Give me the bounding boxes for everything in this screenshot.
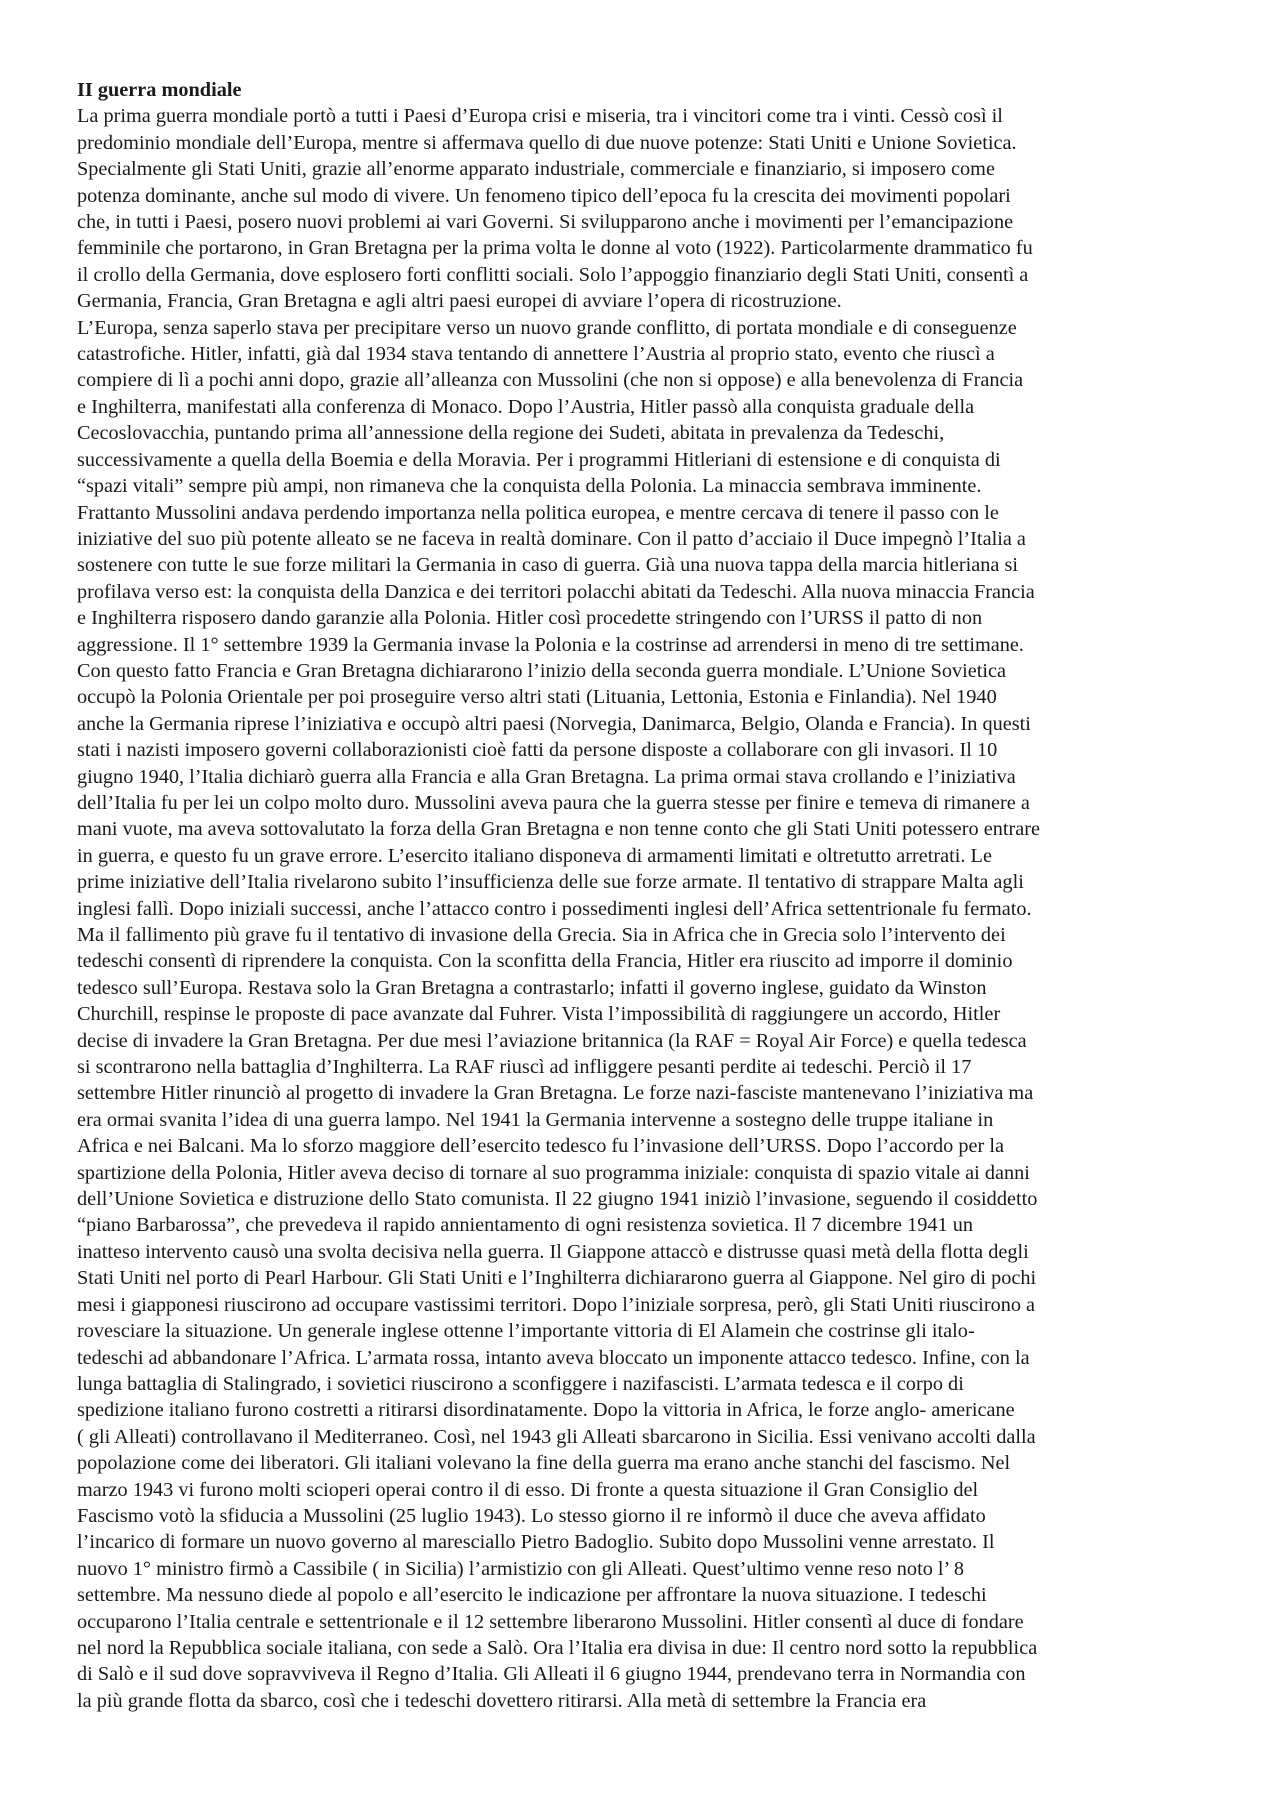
- text-line: settembre Hitler rinunciò al progetto di invadere la Gran Bretagna. Le forze nazi-fasciste mantenevano l’iniziativa ma: [77, 1082, 1034, 1105]
- text-line: in guerra, e questo fu un grave errore. L’esercito italiano disponeva di armamenti limitati e oltretutto arretrati. Le: [77, 844, 992, 867]
- text-line: Ma il fallimento più grave fu il tentativo di invasione della Grecia. Sia in Africa che in Grecia solo l’intervento dei: [77, 924, 1006, 946]
- text-line: spartizione della Polonia, Hitler aveva deciso di tornare al suo programma iniziale: conquista di spazio vitale ai danni: [77, 1161, 1030, 1184]
- text-line: rovesciare la situazione. Un generale inglese ottenne l’importante vittoria di El Alamein che costrinse gli italo-: [77, 1320, 975, 1343]
- text-line: dell’Unione Sovietica e distruzione dello Stato comunista. Il 22 giugno 1941 iniziò l’invasione, seguendo il cosiddetto: [77, 1188, 1038, 1211]
- text-line: potenza dominante, anche sul modo di vivere. Un fenomeno tipico dell’epoca fu la crescita dei movimenti popolari: [77, 184, 1011, 207]
- text-line: Fascismo votò la sfiducia a Mussolini (25 luglio 1943). Lo stesso giorno il re informò il duce che aveva affidato: [77, 1504, 986, 1527]
- text-line: predominio mondiale dell’Europa, mentre si affermava quello di due nuove potenze: Stati Uniti e Unione Sovietica.: [77, 131, 1017, 154]
- text-line: nuovo 1° ministro firmò a Cassibile ( in Sicilia) l’armistizio con gli Alleati. Quest’ultimo venne reso noto l’ 8: [77, 1557, 965, 1580]
- text-line: lunga battaglia di Stalingrado, i sovietici riuscirono a sconfiggere i nazifascisti. L’armata tedesca e il corpo di: [77, 1372, 964, 1395]
- text-line: e Inghilterra, manifestati alla conferenza di Monaco. Dopo l’Austria, Hitler passò alla conquista graduale della: [77, 395, 975, 418]
- text-line: tedesco sull’Europa. Restava solo la Gran Bretagna a contrastarlo; infatti il governo inglese, guidato da Winston: [77, 976, 987, 999]
- text-line: giugno 1940, l’Italia dichiarò guerra alla Francia e alla Gran Bretagna. La prima ormai stava crollando e l’iniziativa: [77, 765, 1016, 788]
- text-line: marzo 1943 vi furono molti scioperi operai contro il di esso. Di fronte a questa situazione il Gran Consiglio del: [77, 1478, 979, 1501]
- text-line: Cecoslovacchia, puntando prima all’annessione della regione dei Sudeti, abitata in prevalenza da Tedeschi,: [77, 422, 945, 445]
- text-line: Frattanto Mussolini andava perdendo importanza nella politica europea, e mentre cercava di tenere il passo con le: [77, 501, 999, 524]
- text-line: prime iniziative dell’Italia rivelarono subito l’insufficienza delle sue forze armate. Il tentativo di strappare Malta agli: [77, 871, 1024, 894]
- text-line: Specialmente gli Stati Uniti, grazie all’enorme apparato industriale, commerciale e finanziario, si imposero come: [77, 158, 995, 181]
- text-line: spedizione italiano furono costretti a ritirarsi disordinatamente. Dopo la vittoria in Africa, le forze anglo- americane: [77, 1399, 1015, 1422]
- text-line: “spazi vitali” sempre più ampi, non rimaneva che la conquista della Polonia. La minaccia sembrava imminente.: [77, 475, 982, 498]
- document-text: [77, 103, 1207, 1714]
- text-line: l’incarico di formare un nuovo governo al maresciallo Pietro Badoglio. Subito dopo Mussolini venne arrestato. Il: [77, 1531, 995, 1554]
- text-line: “piano Barbarossa”, che prevedeva il rapido annientamento di ogni resistenza sovietica. Il 7 dicembre 1941 un: [77, 1214, 973, 1237]
- text-line: decise di invadere la Gran Bretagna. Per due mesi l’aviazione britannica (la RAF = Royal Air Force) e quella tedesca: [77, 1029, 1027, 1052]
- text-line: L’Europa, senza saperlo stava per precipitare verso un nuovo grande conflitto, di portata mondiale e di conseguenze: [77, 316, 1017, 339]
- document-body: [77, 77, 1207, 1714]
- text-line: e Inghilterra risposero dando garanzie alla Polonia. Hitler così procedette stringendo con l’URSS il patto di non: [77, 607, 983, 630]
- text-line: iniziative del suo più potente alleato se ne faceva in realtà dominare. Con il patto d’acciaio il Duce impegnò l’Italia a: [77, 527, 1026, 550]
- text-line: successivamente a quella della Boemia e della Moravia. Per i programmi Hitleriani di estensione e di conquista di: [77, 448, 1001, 471]
- text-line: Germania, Francia, Gran Bretagna e agli altri paesi europei di avviare l’opera di ricostruzione.: [77, 290, 842, 313]
- text-line: che, in tutti i Paesi, posero nuovi problemi ai vari Governi. Si svilupparono anche i movimenti per l’emancipazione: [77, 211, 1014, 234]
- text-line: occupò la Polonia Orientale per poi proseguire verso altri stati (Lituania, Lettonia, Estonia e Finlandia). Nel 1940: [77, 686, 997, 709]
- text-line: di Salò e il sud dove sopravviveva il Regno d’Italia. Gli Alleati il 6 giugno 1944, prendevano terra in Normandia con: [77, 1663, 1026, 1686]
- text-line: Churchill, respinse le proposte di pace avanzate dal Fuhrer. Vista l’impossibilità di raggiungere un accordo, Hitler: [77, 1003, 1001, 1026]
- text-line: sostenere con tutte le sue forze militari la Germania in caso di guerra. Già una nuova tappa della marcia hitleriana si: [77, 554, 1019, 577]
- text-line: Con questo fatto Francia e Gran Bretagna dichiararono l’inizio della seconda guerra mondiale. L’Unione Sovietica: [77, 659, 1007, 682]
- text-line: profilava verso est: la conquista della Danzica e dei territori polacchi abitati da Tedeschi. Alla nuova minaccia Francia: [77, 580, 1035, 603]
- text-line: occuparono l’Italia centrale e settentrionale e il 12 settembre liberarono Mussolini. Hitler consentì al duce di fondare: [77, 1610, 1024, 1633]
- text-line: era ormai svanita l’idea di una guerra lampo. Nel 1941 la Germania intervenne a sostegno delle truppe italiane in: [77, 1108, 994, 1131]
- text-line: si scontrarono nella battaglia d’Inghilterra. La RAF riuscì ad infliggere pesanti perdite ai tedeschi. Perciò il 17: [77, 1056, 972, 1079]
- text-line: inatteso intervento causò una svolta decisiva nella guerra. Il Giappone attaccò e distrusse quasi metà della flotta degli: [77, 1240, 1029, 1263]
- text-line: Africa e nei Balcani. Ma lo sforzo maggiore dell’esercito tedesco fu l’invasione dell’URSS. Dopo l’accordo per la: [77, 1135, 1004, 1158]
- text-line: popolazione come dei liberatori. Gli italiani volevano la fine della guerra ma erano anche stanchi del fascismo. Nel: [77, 1452, 1011, 1475]
- text-line: inglesi fallì. Dopo iniziali successi, anche l’attacco contro i possedimenti inglesi dell’Africa settentrionale fu fermato.: [77, 897, 1032, 920]
- text-line: Stati Uniti nel porto di Pearl Harbour. Gli Stati Uniti e l’Inghilterra dichiararono guerra al Giappone. Nel giro di pochi: [77, 1267, 1037, 1290]
- text-line: nel nord la Repubblica sociale italiana, con sede a Salò. Ora l’Italia era divisa in due: Il centro nord sotto la repubblica: [77, 1636, 1038, 1659]
- text-line: la più grande flotta da sbarco, così che i tedeschi dovettero ritirarsi. Alla metà di settembre la Francia era: [77, 1689, 927, 1712]
- text-line: La prima guerra mondiale portò a tutti i Paesi d’Europa crisi e miseria, tra i vincitori come tra i vinti. Cessò così il: [77, 105, 1003, 128]
- text-line: settembre. Ma nessuno diede al popolo e all’esercito le indicazione per affrontare la nuova situazione. I tedeschi: [77, 1584, 987, 1607]
- text-line: mesi i giapponesi riuscirono ad occupare vastissimi territori. Dopo l’iniziale sorpresa, però, gli Stati Uniti riuscirono a: [77, 1293, 1036, 1316]
- text-line: anche la Germania riprese l’iniziativa e occupò altri paesi (Norvegia, Danimarca, Belgio, Olanda e Francia). In questi: [77, 712, 1031, 735]
- text-line: dell’Italia fu per lei un colpo molto duro. Mussolini aveva paura che la guerra stesse per finire e temeva di rimanere a: [77, 791, 1030, 814]
- text-line: catastrofiche. Hitler, infatti, già dal 1934 stava tentando di annettere l’Austria al proprio stato, evento che riuscì a: [77, 343, 995, 366]
- text-line: femminile che portarono, in Gran Bretagna per la prima volta le donne al voto (1922). Particolarmente drammatico fu: [77, 237, 1033, 260]
- text-line: tedeschi ad abbandonare l’Africa. L’armata rossa, intanto aveva bloccato un imponente attacco tedesco. Infine, con la: [77, 1346, 1030, 1369]
- text-line: il crollo della Germania, dove esplosero forti conflitti sociali. Solo l’appoggio finanziario degli Stati Uniti, consentì a: [77, 263, 1029, 286]
- document-title: II guerra mondiale: [77, 79, 242, 101]
- text-line: mani vuote, ma aveva sottovalutato la forza della Gran Bretagna e non tenne conto che gli Stati Uniti potessero entrare: [77, 818, 1041, 841]
- text-line: ( gli Alleati) controllavano il Mediterraneo. Così, nel 1943 gli Alleati sbarcarono in Sicilia. Essi venivano accolti dalla: [77, 1425, 1036, 1448]
- text-line: stati i nazisti imposero governi collaborazionisti cioè fatti da persone disposte a collaborare con gli invasori. Il 10: [77, 739, 998, 762]
- text-line: compiere di lì a pochi anni dopo, grazie all’alleanza con Mussolini (che non si oppose) e alla benevolenza di Francia: [77, 369, 1024, 392]
- text-line: aggressione. Il 1° settembre 1939 la Germania invase la Polonia e la costrinse ad arrendersi in meno di tre settimane.: [77, 633, 1024, 656]
- text-line: tedeschi consentì di riprendere la conquista. Con la sconfitta della Francia, Hitler era riuscito ad imporre il dominio: [77, 950, 1013, 973]
